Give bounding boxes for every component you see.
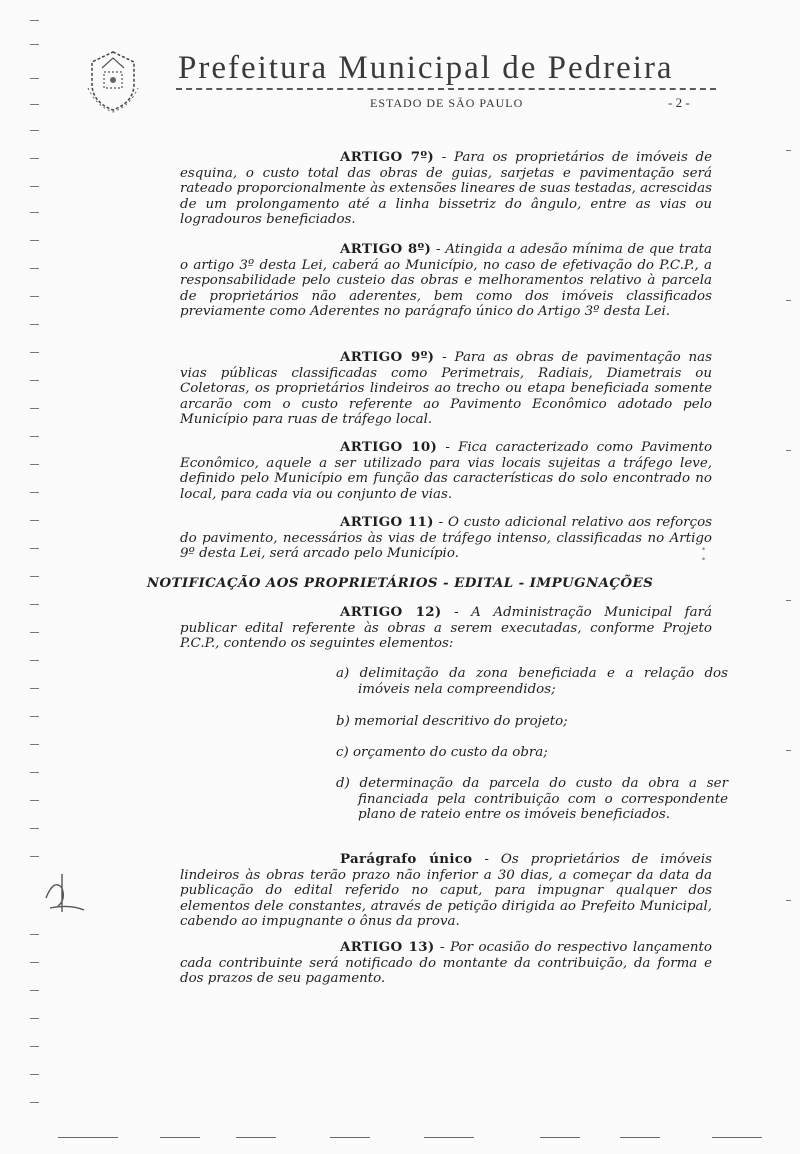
margin-mark bbox=[30, 104, 39, 105]
bottom-mark bbox=[330, 1137, 370, 1138]
margin-mark bbox=[30, 856, 39, 857]
header-state: ESTADO DE SÃO PAULO bbox=[370, 96, 524, 110]
margin-mark bbox=[786, 300, 791, 301]
margin-mark bbox=[30, 520, 39, 521]
margin-mark bbox=[30, 408, 39, 409]
margin-mark bbox=[786, 750, 791, 751]
margin-mark bbox=[30, 436, 39, 437]
article-text: - O custo adicional relativo aos reforços do pavimento, necessários às vias de tráfego intenso, classificadas no Artigo 9º desta Lei, será arcado pelo Município. bbox=[180, 515, 713, 562]
margin-mark bbox=[30, 158, 39, 159]
article-label: ARTIGO 11) bbox=[340, 514, 434, 530]
municipal-crest-icon bbox=[84, 48, 142, 114]
article-text: - A Administração Municipal fará publicar edital referente às obras a serem executadas, conforme Projeto P.C.P., contendo os seguintes elementos: bbox=[180, 605, 713, 652]
article-label: ARTIGO 10) bbox=[340, 439, 438, 455]
margin-mark bbox=[30, 324, 39, 325]
margin-mark bbox=[30, 212, 39, 213]
margin-mark bbox=[30, 1046, 39, 1047]
bottom-mark bbox=[620, 1137, 660, 1138]
margin-mark bbox=[30, 20, 39, 21]
bottom-mark bbox=[160, 1137, 200, 1138]
margin-mark bbox=[30, 772, 39, 773]
article-label: ARTIGO 7º) bbox=[340, 149, 435, 165]
bottom-mark bbox=[236, 1137, 276, 1138]
page-number: - 2 - bbox=[668, 95, 690, 110]
margin-mark bbox=[786, 600, 791, 601]
list-item-b: b) memorial descritivo do projeto; bbox=[336, 714, 568, 729]
header-title: Prefeitura Municipal de Pedreira bbox=[178, 50, 674, 86]
header-rule bbox=[176, 88, 716, 90]
margin-mark bbox=[786, 450, 791, 451]
margin-mark bbox=[30, 800, 39, 801]
margin-mark bbox=[30, 828, 39, 829]
margin-mark bbox=[30, 934, 39, 935]
list-item-d: d) determinação da parcela do custo da obra a ser financiada pela contribuição com o correspondente plano de rateio entre os imóveis beneficiados. bbox=[336, 776, 728, 823]
section-title: NOTIFICAÇÃO AOS PROPRIETÁRIOS - EDITAL - IMPUGNAÇÕES bbox=[146, 575, 654, 591]
article-text: - Para os proprietários de imóveis de esquina, o custo total das obras de guias, sarjetas e pavimentação será rateado proporcionalmente às extensões lineares de suas testadas, acrescidas de um prolongamento até a linha bissetriz do ângulo, entre as vias ou logradouros beneficiados. bbox=[180, 150, 713, 228]
margin-mark bbox=[786, 900, 791, 901]
margin-mark bbox=[30, 744, 39, 745]
margin-mark bbox=[30, 632, 39, 633]
paragraph-artigo-13 bbox=[180, 940, 712, 987]
margin-mark bbox=[30, 716, 39, 717]
paragraph-artigo-9 bbox=[180, 350, 712, 428]
bottom-mark bbox=[540, 1137, 580, 1138]
margin-mark bbox=[30, 492, 39, 493]
margin-mark bbox=[30, 962, 39, 963]
margin-mark bbox=[30, 1102, 39, 1103]
list-item-a: a) delimitação da zona beneficiada e a relação dos imóveis nela compreendidos; bbox=[336, 666, 728, 697]
article-text: - Para as obras de pavimentação nas vias públicas classificadas como Perimetrais, Radiais, Diametrais ou Coletoras, os proprietários lindeiros ao trecho ou etapa beneficiada somente arcarão com o custo referente ao Pavimento Econômico adotado pelo Município para ruas de tráfego local. bbox=[180, 350, 712, 428]
margin-mark bbox=[30, 268, 39, 269]
margin-mark bbox=[30, 688, 39, 689]
article-label: ARTIGO 9º) bbox=[340, 349, 435, 365]
margin-mark bbox=[30, 44, 39, 45]
margin-mark bbox=[786, 150, 791, 151]
article-label: ARTIGO 13) bbox=[340, 939, 435, 955]
paragraph-artigo-11 bbox=[180, 515, 712, 562]
margin-mark bbox=[30, 130, 39, 131]
paragraph-artigo-12 bbox=[180, 605, 712, 652]
margin-mark bbox=[30, 78, 39, 79]
margin-mark bbox=[30, 240, 39, 241]
margin-mark bbox=[30, 464, 39, 465]
bottom-mark bbox=[424, 1137, 474, 1138]
list-item-c: c) orçamento do custo da obra; bbox=[336, 745, 548, 760]
article-text: - Os proprietários de imóveis lindeiros às obras terão prazo não inferior a 30 dias, a começar da data da publicação do edital referido no caput, para impugnar qualquer dos elementos dele constantes, através de petição dirigida ao Prefeito Municipal, cabendo ao impugnante o ônus da prova. bbox=[180, 852, 712, 930]
margin-mark bbox=[30, 380, 39, 381]
paragraph-artigo-7 bbox=[180, 150, 712, 228]
margin-mark bbox=[30, 1074, 39, 1075]
paragraph-artigo-8 bbox=[180, 242, 712, 320]
article-label: Parágrafo único bbox=[340, 851, 473, 867]
bottom-mark bbox=[58, 1137, 118, 1138]
article-text: - Fica caracterizado como Pavimento Econômico, aquele a ser utilizado para vias locais sujeitas a tráfego leve, definido pelo Município em função das características do solo encontrado no local, para cada via ou conjunto de vias. bbox=[180, 440, 713, 502]
paragraph-artigo-10 bbox=[180, 440, 712, 502]
margin-mark bbox=[30, 296, 39, 297]
margin-mark bbox=[30, 604, 39, 605]
bottom-mark bbox=[712, 1137, 762, 1138]
margin-mark bbox=[30, 990, 39, 991]
margin-mark bbox=[30, 352, 39, 353]
paragraph-unico bbox=[180, 852, 712, 930]
article-label: ARTIGO 12) bbox=[340, 604, 442, 620]
margin-mark bbox=[30, 186, 39, 187]
margin-mark bbox=[30, 548, 39, 549]
margin-mark bbox=[30, 576, 39, 577]
margin-mark bbox=[30, 660, 39, 661]
margin-stamp: • • bbox=[702, 544, 706, 564]
article-label: ARTIGO 8º) bbox=[340, 241, 432, 257]
handwritten-mark-icon bbox=[40, 868, 90, 914]
margin-mark bbox=[30, 1018, 39, 1019]
article-text: - Atingida a adesão mínima de que trata o artigo 3º desta Lei, caberá ao Município, no caso de efetivação do P.C.P., a responsabilidade pelo custeio das obras e melhoramentos relativo à parcela de proprietários não aderentes, bem como dos imóveis classificados previamente como Aderentes no parágrafo único do Artigo 3º desta Lei. bbox=[180, 242, 712, 320]
article-text: - Por ocasião do respectivo lançamento cada contribuinte será notificado do montante da contribuição, da forma e dos prazos de seu pagamento. bbox=[180, 940, 712, 987]
